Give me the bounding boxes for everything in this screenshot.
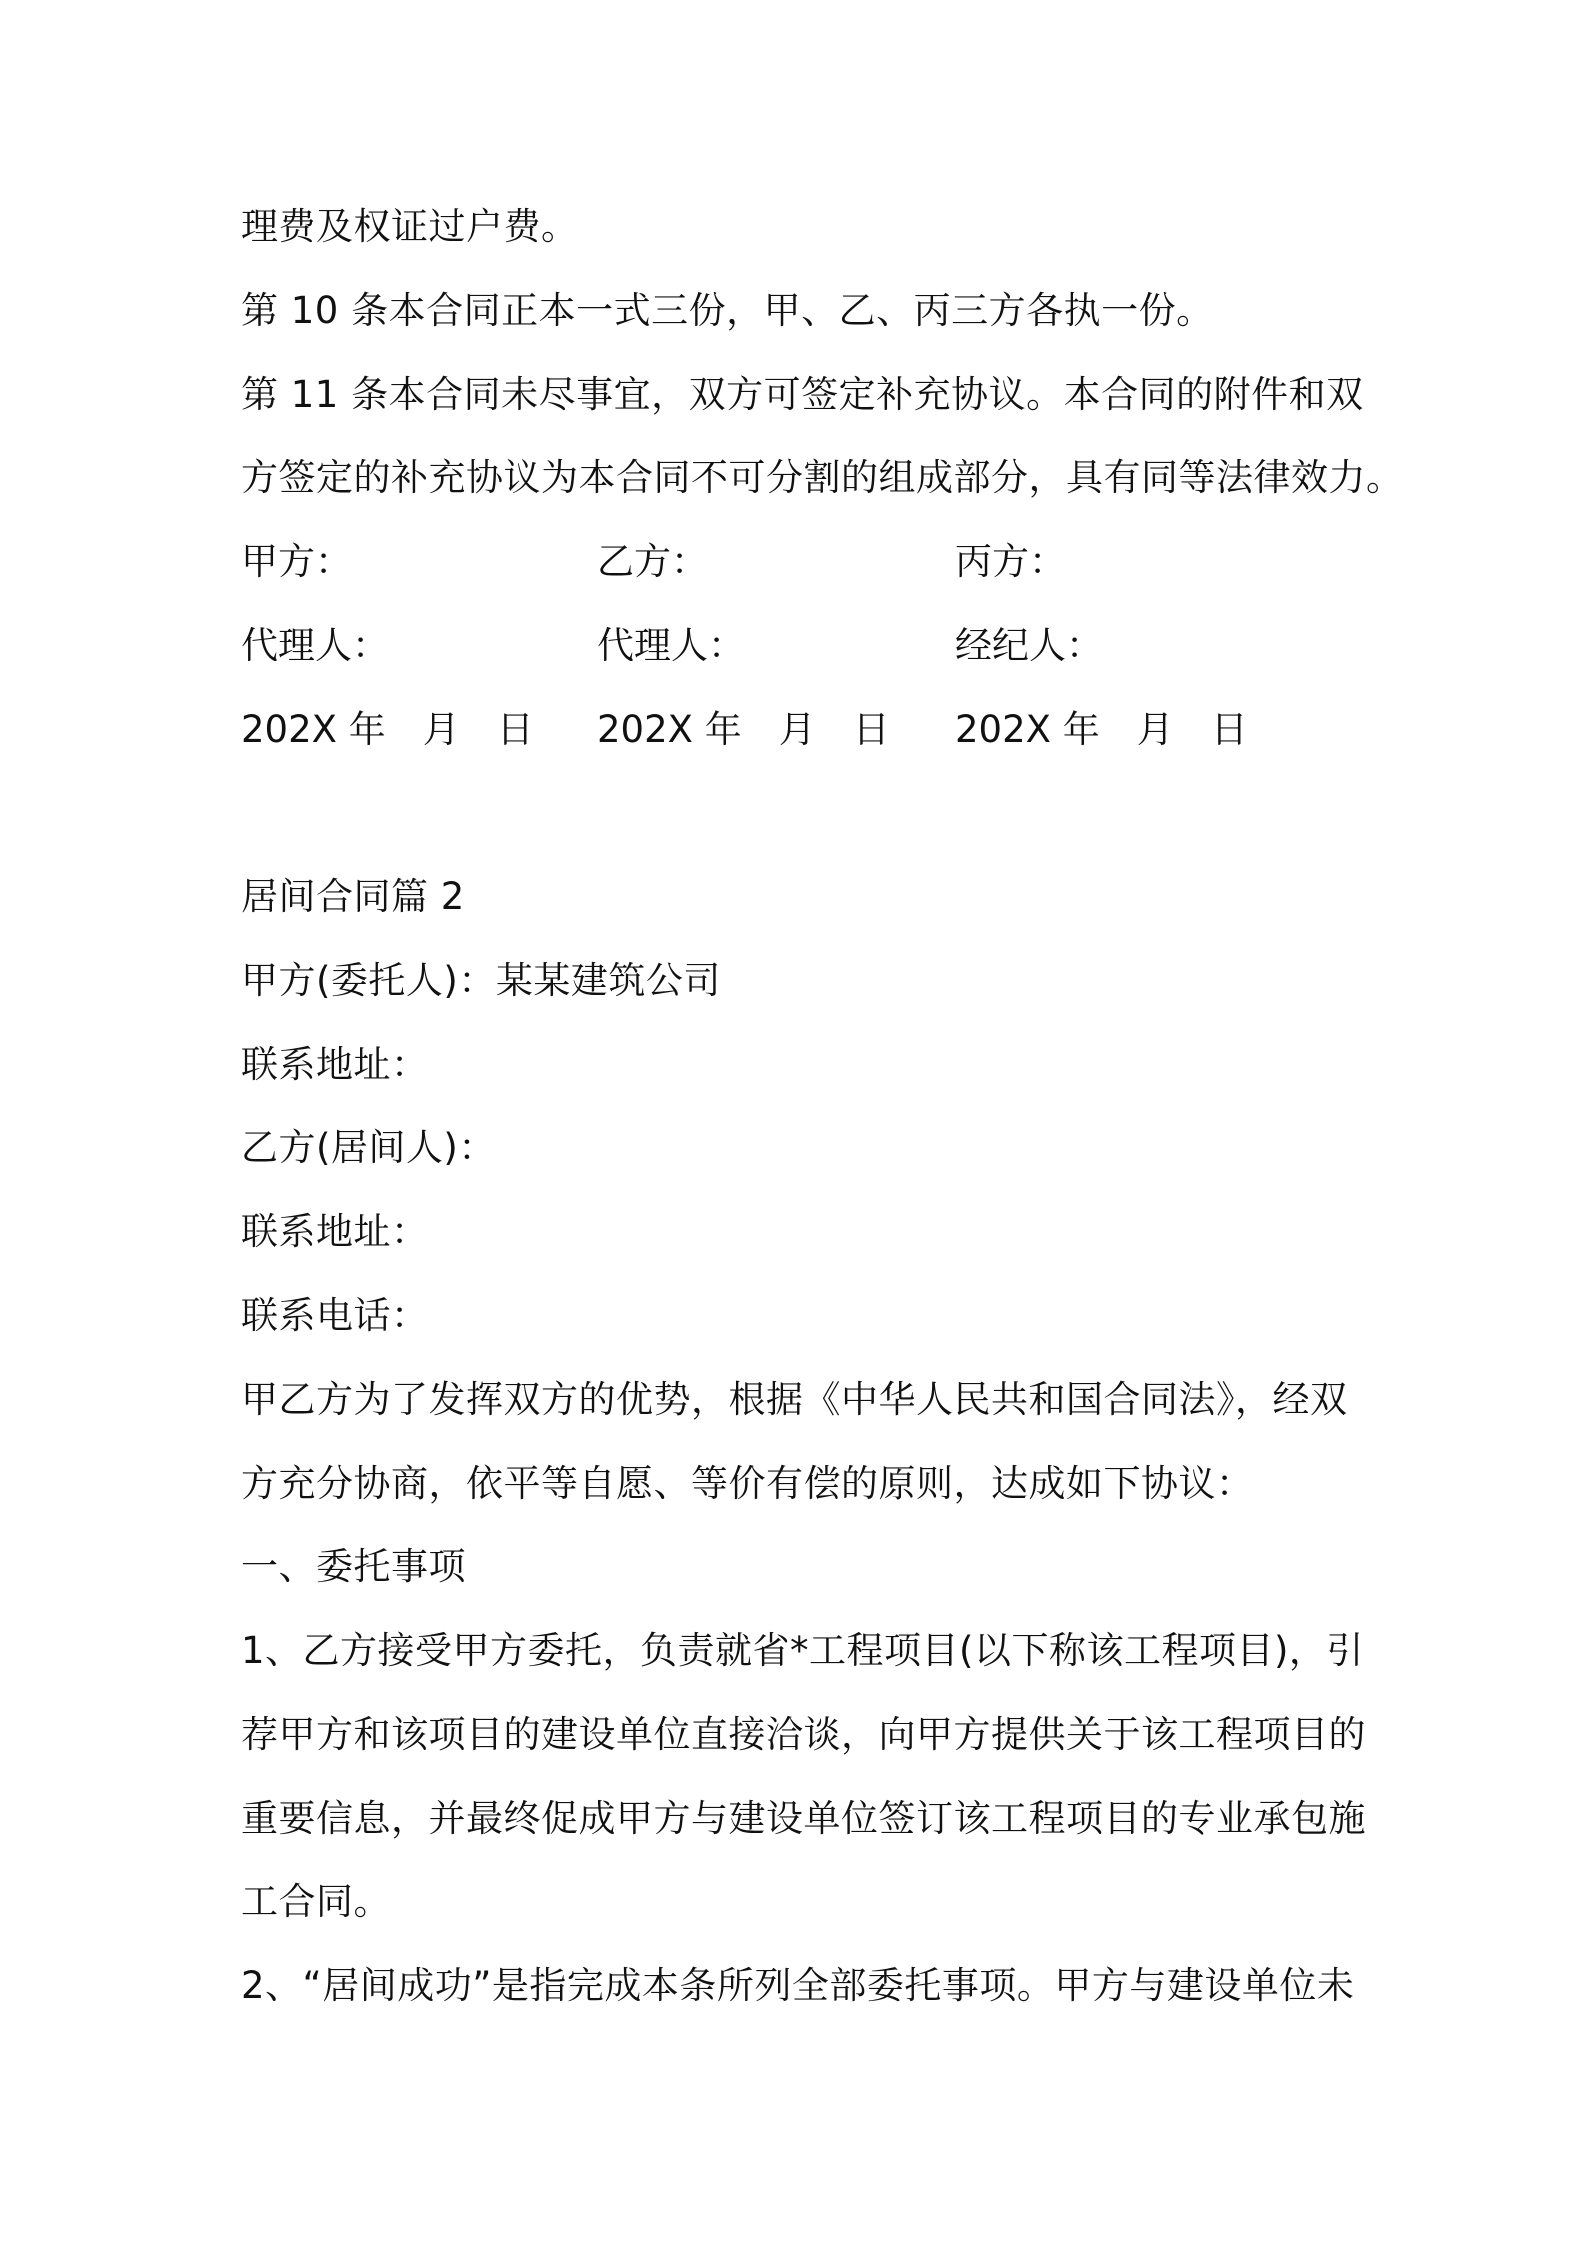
date-c: 202X 年 月 日 bbox=[955, 708, 1248, 751]
clause-1-line-4: 工合同。 bbox=[241, 1880, 391, 1923]
party-a-line: 甲方(委托人)：某某建筑公司 bbox=[241, 959, 721, 1002]
party-a-address: 联系地址： bbox=[241, 1043, 429, 1086]
paragraph-line: 理费及权证过户费。 bbox=[241, 205, 579, 248]
section-heading-1: 一、委托事项 bbox=[241, 1545, 466, 1588]
section-title: 居间合同篇 2 bbox=[241, 875, 465, 918]
date-a: 202X 年 月 日 bbox=[241, 708, 534, 751]
party-b-label: 乙方： bbox=[597, 540, 708, 583]
clause-11-line-2: 方签定的补充协议为本合同不可分割的组成部分，具有同等法律效力。 bbox=[241, 456, 1404, 499]
party-b-address: 联系地址： bbox=[241, 1210, 429, 1253]
broker-label: 经纪人： bbox=[955, 624, 1103, 667]
signature-parties-row bbox=[241, 538, 1361, 586]
agent-b-label: 代理人： bbox=[597, 624, 745, 667]
clause-2-line-1: 2、“居间成功”是指完成本条所列全部委托事项。甲方与建设单位未 bbox=[241, 1964, 1355, 2007]
party-c-label: 丙方： bbox=[955, 540, 1066, 583]
phone-line: 联系电话： bbox=[241, 1294, 429, 1337]
party-b-line: 乙方(居间人)： bbox=[241, 1126, 496, 1169]
clause-10: 第 10 条本合同正本一式三份，甲、乙、丙三方各执一份。 bbox=[241, 289, 1214, 332]
signature-agents-row bbox=[241, 622, 1361, 670]
preamble-line-2: 方充分协商，依平等自愿、等价有偿的原则，达成如下协议： bbox=[241, 1462, 1254, 1505]
clause-1-line-2: 荐甲方和该项目的建设单位直接洽谈，向甲方提供关于该工程项目的 bbox=[241, 1713, 1366, 1756]
signature-dates-row bbox=[241, 706, 1361, 754]
agent-a-label: 代理人： bbox=[241, 624, 389, 667]
clause-1-line-3: 重要信息，并最终促成甲方与建设单位签订该工程项目的专业承包施 bbox=[241, 1797, 1366, 1840]
clause-1-line-1: 1、乙方接受甲方委托，负责就省*工程项目(以下称该工程项目)，引 bbox=[241, 1629, 1364, 1672]
clause-11-line-1: 第 11 条本合同未尽事宜，双方可签定补充协议。本合同的附件和双 bbox=[241, 373, 1364, 416]
party-a-label: 甲方： bbox=[241, 540, 352, 583]
date-b: 202X 年 月 日 bbox=[597, 708, 890, 751]
preamble-line-1: 甲乙方为了发挥双方的优势，根据《中华人民共和国合同法》，经双 bbox=[241, 1378, 1348, 1421]
